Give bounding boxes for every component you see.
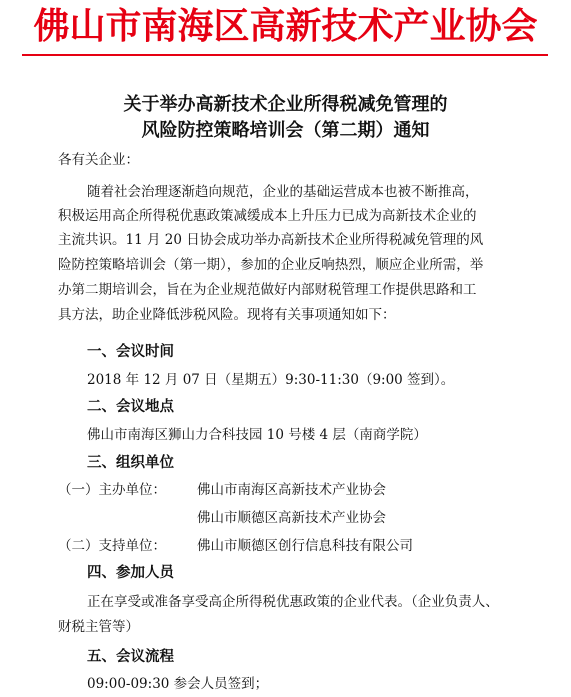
host-org-1: 佛山市南海区高新技术产业协会	[197, 482, 386, 498]
support-label: （二）支持单位：	[58, 538, 166, 554]
section4-heading: 四、参加人员	[87, 564, 174, 581]
section4-content-line2: 财税主管等）	[58, 619, 139, 635]
salutation: 各有关企业：	[58, 152, 139, 168]
notice-title-line1: 关于举办高新技术企业所得税减免管理的	[123, 94, 448, 115]
notice-title-line2: 风险防控策略培训会（第二期）通知	[141, 120, 430, 141]
paragraph1-line5: 办第二期培训会，旨在为企业规范做好内部财税管理工作提供思路和工	[58, 282, 477, 298]
section1-heading: 一、会议时间	[87, 343, 174, 360]
paragraph1-line6: 具方法，助企业降低涉税风险。现将有关事项通知如下：	[58, 307, 396, 323]
section3-heading: 三、组织单位	[87, 454, 174, 471]
paragraph1-line3: 主流共识。11 月 20 日协会成功举办高新技术企业所得税减免管理的风	[58, 232, 484, 248]
section2-content: 佛山市南海区狮山力合科技园 10 号楼 4 层（南商学院）	[87, 427, 427, 443]
paragraph1-line1: 随着社会治理逐渐趋向规范，企业的基础运营成本也被不断推高，	[87, 184, 479, 200]
section4-content-line1: 正在享受或准备享受高企所得税优惠政策的企业代表。（企业负责人、	[87, 594, 499, 610]
host-org-2: 佛山市顺德区高新技术产业协会	[197, 510, 386, 526]
section1-content: 2018 年 12 月 07 日（星期五）9:30-11:30（9:00 签到）。	[87, 372, 455, 388]
host-label: （一）主办单位：	[58, 482, 166, 498]
section2-heading: 二、会议地点	[87, 398, 174, 415]
letterhead-org-name: 佛山市南海区高新技术产业协会	[33, 5, 538, 47]
letterhead-red-rule	[22, 54, 548, 56]
section5-item1: 09:00-09:30 参会人员签到；	[87, 676, 269, 692]
paragraph1-line4: 险防控策略培训会（第一期），参加的企业反响热烈，顺应企业所需，举	[58, 257, 484, 273]
support-org: 佛山市顺德区创行信息科技有限公司	[197, 538, 413, 554]
section5-heading: 五、会议流程	[87, 648, 174, 665]
paragraph1-line2: 积极运用高企所得税优惠政策减缓成本上升压力已成为高新技术企业的	[58, 208, 477, 224]
